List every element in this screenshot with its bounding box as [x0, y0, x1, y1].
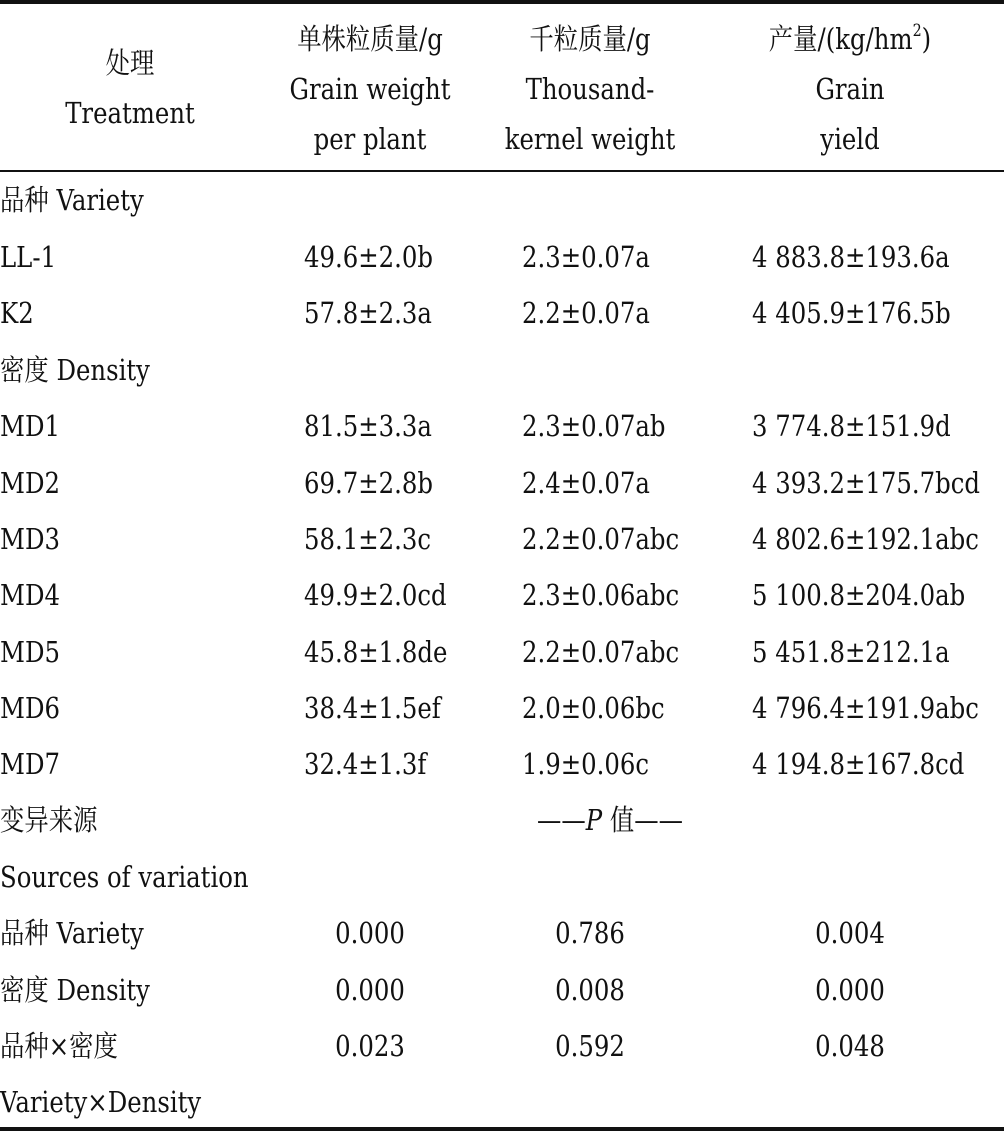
cell-thousand-kernel: 2.0±0.06bc: [522, 691, 665, 725]
cell-thousand-kernel: 1.9±0.06c: [522, 747, 650, 781]
cell-grain-weight: 49.6±2.0b: [304, 240, 433, 274]
pvalue-row-label: 品种×密度: [0, 1029, 118, 1063]
pvalue-row-label: 密度 Density: [0, 973, 150, 1007]
row-label: K2: [0, 296, 34, 330]
row-label: MD2: [0, 466, 60, 500]
pvalue-thousand-kernel: 0.008: [555, 973, 625, 1007]
cell-grain-yield: 5 100.8±204.0ab: [752, 578, 966, 612]
cell-grain-yield: 4 393.2±175.7bcd: [752, 466, 980, 500]
pvalue-row-label: 品种 Variety: [0, 916, 144, 950]
cell-thousand-kernel: 2.2±0.07abc: [522, 635, 680, 669]
cell-grain-yield: 4 405.9±176.5b: [752, 296, 951, 330]
cell-grain-weight: 32.4±1.3f: [304, 747, 427, 781]
group-label-variety: 品种 Variety: [0, 183, 144, 217]
row-label: MD1: [0, 409, 60, 443]
cell-thousand-kernel: 2.3±0.07a: [522, 240, 650, 274]
row-label: LL-1: [0, 240, 57, 274]
header-grain-weight: 单株粒质量/g Grain weight per plant: [289, 22, 451, 156]
cell-grain-weight: 58.1±2.3c: [304, 522, 432, 556]
cell-grain-weight: 81.5±3.3a: [304, 409, 432, 443]
p-value-heading: ——P 值——: [537, 803, 683, 837]
pvalue-grain-yield: 0.004: [815, 916, 885, 950]
cell-grain-weight: 38.4±1.5ef: [304, 691, 441, 725]
cell-grain-yield: 4 194.8±167.8cd: [752, 747, 965, 781]
pvalue-grain-weight: 0.000: [335, 973, 405, 1007]
header-grain-yield: 产量$/(kg/hm^2)$ Grain yield: [768, 21, 932, 156]
cell-grain-yield: 3 774.8±151.9d: [752, 409, 951, 443]
cell-grain-weight: 49.9±2.0cd: [304, 578, 447, 612]
cell-grain-yield: 5 451.8±212.1a: [752, 635, 950, 669]
cell-thousand-kernel: 2.3±0.07ab: [522, 409, 666, 443]
pvalue-grain-weight: 0.000: [335, 916, 405, 950]
pvalue-grain-yield: 0.000: [815, 973, 885, 1007]
pvalue-thousand-kernel: 0.592: [555, 1029, 625, 1063]
table-header-rule: [0, 170, 1004, 172]
pvalue-thousand-kernel: 0.786: [555, 916, 625, 950]
row-label: MD3: [0, 522, 60, 556]
header-thousand-kernel: 千粒质量/g Thousand- kernel weight: [504, 22, 676, 156]
row-label: MD4: [0, 578, 60, 612]
cell-grain-yield: 4 796.4±191.9abc: [752, 691, 979, 725]
cell-grain-yield: 4 802.6±192.1abc: [752, 522, 979, 556]
interaction-label-en: Variety×Density: [0, 1085, 202, 1119]
row-label: MD5: [0, 635, 60, 669]
cell-thousand-kernel: 2.2±0.07abc: [522, 522, 680, 556]
group-label-density: 密度 Density: [0, 353, 150, 387]
cell-thousand-kernel: 2.4±0.07a: [522, 466, 650, 500]
row-label: MD6: [0, 691, 60, 725]
pvalue-grain-weight: 0.023: [335, 1029, 405, 1063]
header-treatment: 处理 Treatment: [65, 46, 195, 130]
row-label: MD7: [0, 747, 60, 781]
cell-grain-yield: 4 883.8±193.6a: [752, 240, 950, 274]
table-top-rule: [0, 0, 1004, 4]
sources-label-en: Sources of variation: [0, 860, 249, 894]
cell-grain-weight: 57.8±2.3a: [304, 296, 432, 330]
cell-grain-weight: 69.7±2.8b: [304, 466, 433, 500]
cell-grain-weight: 45.8±1.8de: [304, 635, 448, 669]
cell-thousand-kernel: 2.3±0.06abc: [522, 578, 680, 612]
cell-thousand-kernel: 2.2±0.07a: [522, 296, 650, 330]
pvalue-grain-yield: 0.048: [815, 1029, 885, 1063]
sources-label-cn: 变异来源: [0, 803, 98, 837]
